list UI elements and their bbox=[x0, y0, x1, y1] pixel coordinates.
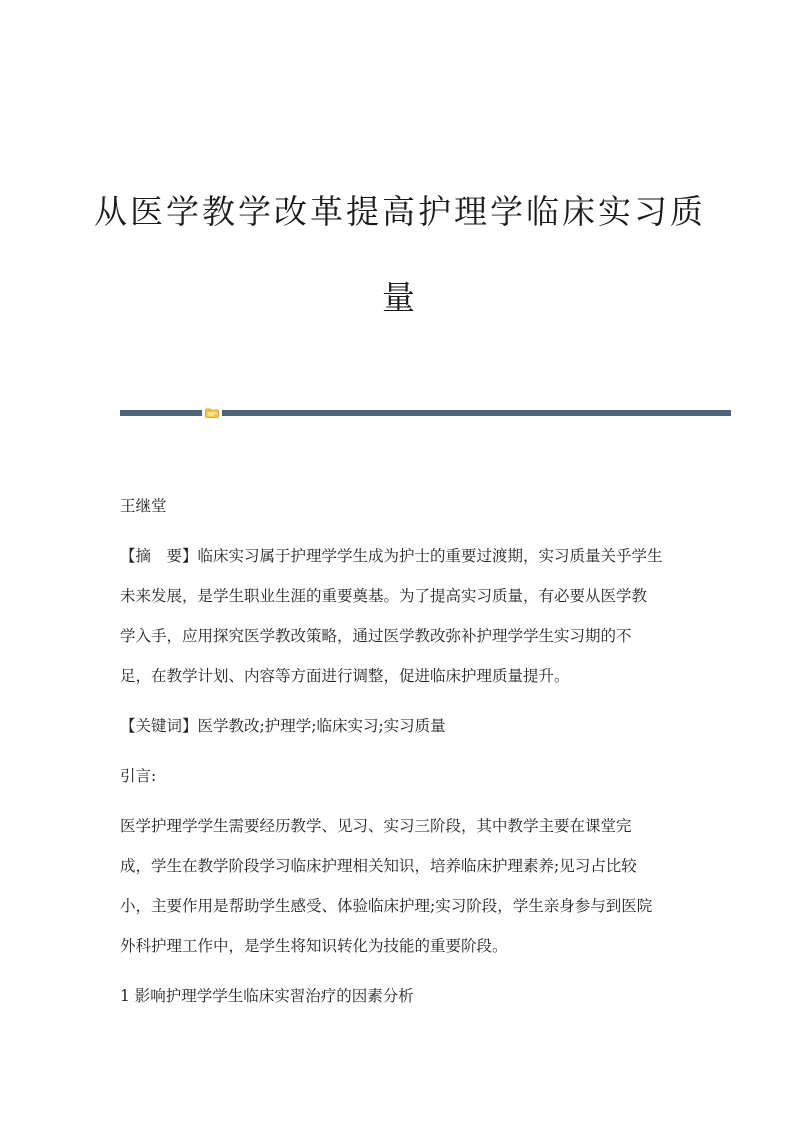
abstract-line-2: 未来发展，是学生职业生涯的重要奠基。为了提高实习质量，有必要从医学教 bbox=[120, 587, 648, 605]
intro-line-4: 外科护理工作中，是学生将知识转化为技能的重要阶段。 bbox=[120, 937, 508, 955]
intro-line-2: 成，学生在教学阶段学习临床护理相关知识，培养临床护理素养;见习占比较 bbox=[120, 857, 637, 875]
section-heading-1: 1 影响护理学学生临床实習治疗的因素分析 bbox=[120, 987, 414, 1005]
intro-heading: 引言: bbox=[120, 767, 157, 785]
author-name: 王继堂 bbox=[120, 497, 167, 515]
keywords-line: 【关键词】医学教改;护理学;临床实习;实习质量 bbox=[120, 717, 446, 735]
folder-icon bbox=[205, 408, 219, 418]
abstract-line-1: 【摘 要】临床实习属于护理学学生成为护士的重要过渡期，实习质量关乎学生 bbox=[120, 547, 663, 565]
document-title-line-2: 量 bbox=[382, 278, 418, 317]
abstract-line-4: 足，在教学计划、内容等方面进行调整，促进临床护理质量提升。 bbox=[120, 667, 570, 685]
abstract-line-3: 学入手，应用探究医学教改策略，通过医学教改弥补护理学学生实习期的不 bbox=[120, 627, 632, 645]
divider-bar-right bbox=[222, 410, 731, 416]
title-divider bbox=[120, 409, 731, 417]
intro-line-1: 医学护理学学生需要经历教学、见习、实习三阶段，其中教学主要在课堂完 bbox=[120, 817, 632, 835]
document-title-line-1: 从医学教学改革提高护理学临床实习质 bbox=[94, 192, 706, 231]
intro-line-3: 小，主要作用是帮助学生感受、体验临床护理;实习阶段，学生亲身参与到医院 bbox=[120, 897, 653, 915]
divider-bar-left bbox=[120, 410, 202, 416]
